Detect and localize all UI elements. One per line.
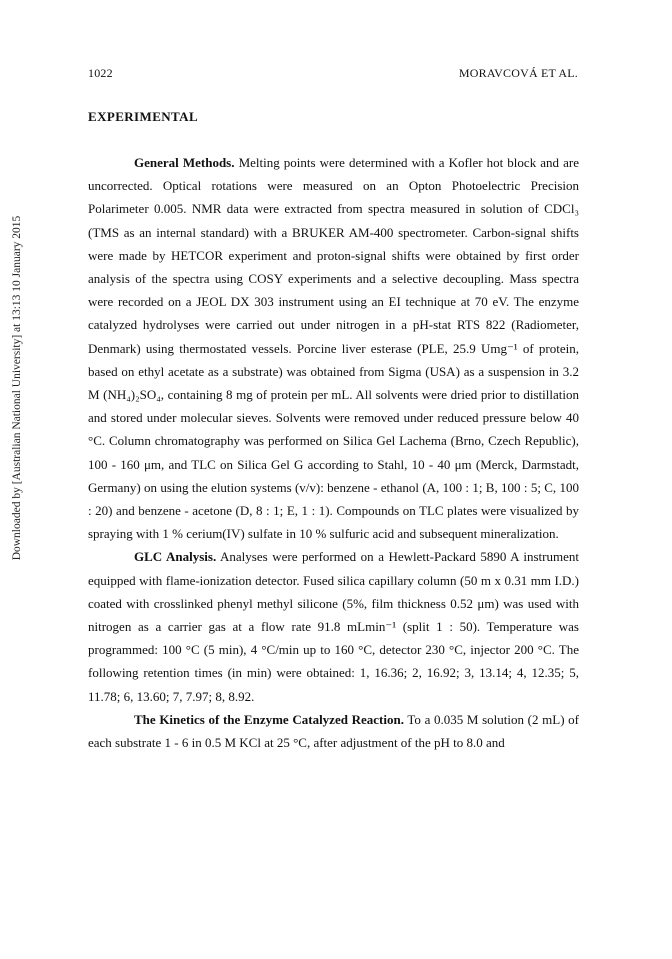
paragraph-glc-analysis	[88, 545, 579, 707]
page-header	[88, 66, 578, 82]
paragraph-body: To a 0.035 M solution (2 mL) of each substrate 1 - 6 in 0.5 M KCl at 25 °C, after adjustment of the pH to 8.0 and	[88, 711, 580, 751]
paragraph-heading: GLC Analysis.	[134, 549, 217, 565]
paragraph-heading: General Methods.	[134, 155, 235, 170]
page-number: 1022	[88, 66, 113, 80]
paragraph-body: Analyses were performed on a Hewlett-Packard 5890 A instrument equipped with flame-ionization detector. Fused silica capillary column (50 m x 0.31 mm I.D.) coated with crosslinked phenyl methyl silicone (5%, film thickness 0.52 μm) was used with nitrogen as a carrier gas at a flow rate 91.8 mLmin⁻¹ (split 1 : 50). Temperature was programmed: 100 °C (5 min), 4 °C/min up to 160 °C, detector 230 °C, injector 200 °C. The following retention times (in min) were obtained: 1, 16.36; 2, 16.92; 3, 13.14; 4, 12.35; 5, 11.78; 6, 13.60; 7, 7.97; 8, 8.92.	[88, 549, 579, 704]
section-title: EXPERIMENTAL	[88, 109, 199, 124]
paragraph-body: Melting points were determined with a Kofler hot block and are uncorrected. Optical rotations were measured on an Opton Photoelectric Precision Polarimeter 0.005. NMR data were extracted from spectra measured in solution of CDCl₃ (TMS as an internal standard) with a BRUKER AM-400 spectrometer. Carbon-signal shifts were made by HETCOR experiment and proton-signal shifts were obtained by first order analysis of the spectra using COSY experiments and a selective decoupling. Mass spectra were recorded on a JEOL DX 303 instrument using an EI technique at 70 eV. The enzyme catalyzed hydrolyses were carried out under nitrogen in a pH-stat RTS 822 (Radiometer, Denmark) using thermostated vessels. Porcine liver esterase (PLE, 25.9 Umg⁻¹ of protein, based on ethyl acetate as a substrate) was obtained from Sigma (USA) as a suspension in 3.2 M (NH₄)₂SO₄, containing 8 mg of protein per mL. All solvents were dried prior to distillation and stored under molecular sieves. Solvents were removed under reduced pressure below 40 °C. Column chromatography was performed on Silica Gel Lachema (Brno, Czech Republic), 100 - 160 μm, and TLC on Silica Gel G according to Stahl, 10 - 40 μm (Merck, Darmstadt, Germany) on using the elution systems (v/v): benzene - ethanol (A, 100 : 1; B, 100 : 5; C, 100 : 20) and benzene - acetone (D, 8 : 1; E, 1 : 1). Compounds on TLC plates were visualized by spraying with 1 % cerium(IV) sulfate in 10 % sulfuric acid and subsequent mineralization.	[88, 155, 579, 542]
paragraph-kinetics	[88, 708, 579, 754]
running-head: MORAVCOVÁ ET AL.	[458, 66, 578, 80]
paragraph-general-methods	[88, 151, 579, 545]
body-text	[88, 151, 579, 754]
download-watermark-text: Downloaded by [Australian National University] at 13:13 10 January 2015	[11, 215, 23, 561]
paragraph-heading: The Kinetics of the Enzyme Catalyzed Reaction.	[134, 711, 404, 727]
download-watermark	[8, 0, 26, 959]
